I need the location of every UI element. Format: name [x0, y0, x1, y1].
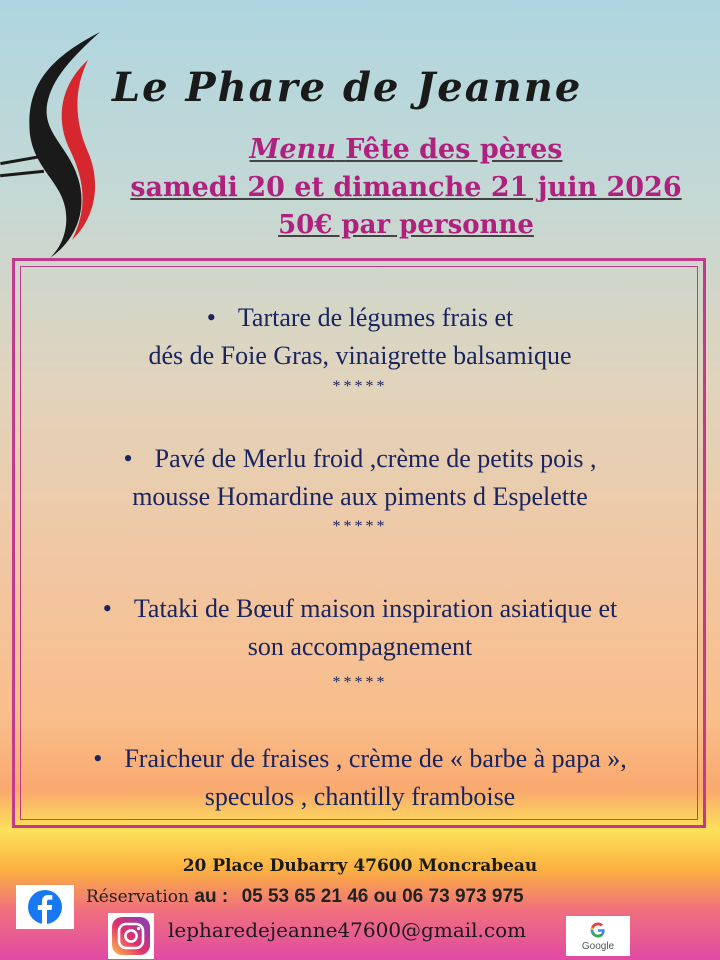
- reservation-line: [86, 886, 524, 908]
- google-label: Google: [581, 941, 615, 952]
- bullet: •: [123, 444, 133, 473]
- google-icon[interactable]: [566, 916, 630, 956]
- separator: *****: [332, 518, 388, 535]
- reservation-au: au :: [194, 886, 229, 907]
- instagram-icon[interactable]: [108, 913, 154, 959]
- address: 20 Place Dubarry 47600 Moncrabeau: [182, 856, 538, 876]
- dish-line: dés de Foie Gras, vinaigrette balsamique: [148, 341, 572, 370]
- menu-item: [20, 590, 700, 666]
- dish-line: • Fraicheur de fraises , crème de « barbe à papa »,: [93, 744, 627, 773]
- phone-numbers[interactable]: 05 53 65 21 46 ou 06 73 973 975: [241, 886, 524, 907]
- separator: *****: [332, 378, 388, 395]
- menu-price: 50€ par personne: [278, 210, 534, 240]
- bullet: •: [102, 594, 112, 623]
- dish-line: • Tataki de Bœuf maison inspiration asiatique et: [102, 594, 618, 623]
- facebook-icon[interactable]: [16, 885, 74, 929]
- menu-item: [20, 740, 700, 816]
- bullet: •: [206, 303, 216, 332]
- google-g-icon: [566, 916, 630, 942]
- menu-item: [20, 440, 700, 516]
- menu-dates: samedi 20 et dimanche 21 juin 2026: [130, 172, 682, 203]
- reservation-label: Réservation: [86, 887, 189, 907]
- dish-line: speculos , chantilly framboise: [204, 782, 516, 811]
- email-link[interactable]: lepharedejeanne47600@gmail.com: [168, 918, 527, 942]
- dish-line: • Tartare de légumes frais et: [206, 303, 514, 332]
- menu-title: [96, 134, 716, 165]
- dish-line: mousse Homardine aux piments d Espelette: [132, 482, 588, 511]
- menu-occasion: Fête des pères: [345, 134, 563, 165]
- restaurant-name: Le Phare de Jeanne: [112, 64, 583, 111]
- menu-word: Menu: [249, 134, 336, 165]
- dish-line: son accompagnement: [247, 632, 473, 661]
- dish-line: • Pavé de Merlu froid ,crème de petits pois ,: [123, 444, 597, 473]
- menu-item: [20, 299, 700, 375]
- bullet: •: [93, 744, 103, 773]
- separator: *****: [332, 674, 388, 691]
